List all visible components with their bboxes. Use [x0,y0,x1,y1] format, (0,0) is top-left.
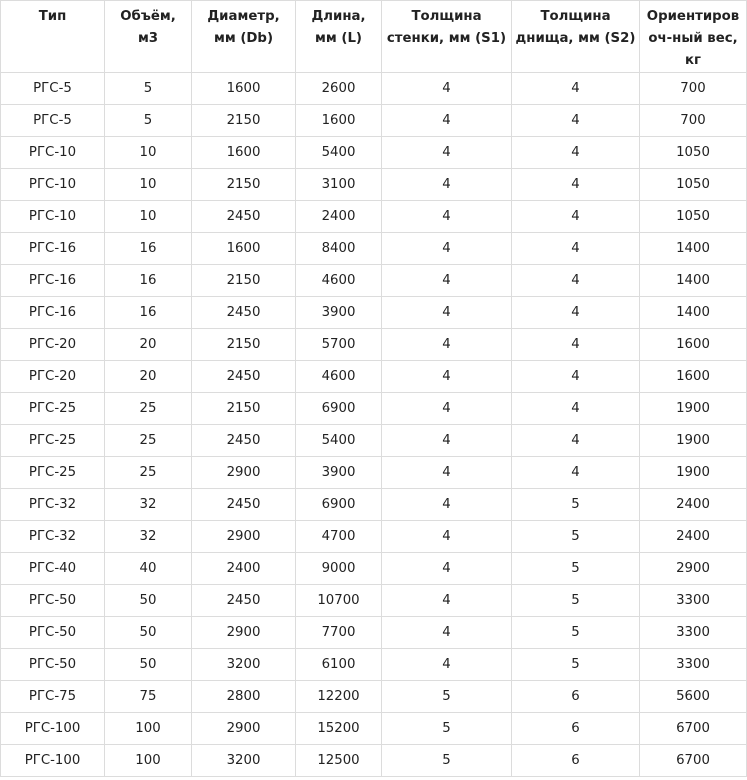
cell-length: 5700 [296,329,382,361]
cell-wall-thickness: 4 [382,617,512,649]
cell-wall-thickness: 5 [382,681,512,713]
cell-diameter: 2900 [192,713,296,745]
cell-diameter: 1600 [192,73,296,105]
cell-weight: 1900 [640,393,747,425]
header-diameter [192,1,296,73]
header-weight-label: Ориентиров оч-ный вес, кг [646,9,740,68]
cell-type: РГС-5 [1,105,105,137]
header-wall-thickness-label: Толщина стенки, мм (S1) [386,9,507,46]
cell-length: 2600 [296,73,382,105]
header-type [1,1,105,73]
cell-bottom-thickness: 4 [512,329,640,361]
table-row [1,521,747,553]
cell-wall-thickness: 4 [382,169,512,201]
cell-bottom-thickness: 5 [512,521,640,553]
cell-weight: 700 [640,73,747,105]
cell-diameter: 2900 [192,457,296,489]
cell-bottom-thickness: 4 [512,137,640,169]
cell-length: 5400 [296,137,382,169]
table-row [1,137,747,169]
cell-weight: 1600 [640,329,747,361]
cell-diameter: 3200 [192,745,296,777]
cell-bottom-thickness: 4 [512,361,640,393]
table-row [1,73,747,105]
cell-type: РГС-100 [1,713,105,745]
cell-bottom-thickness: 6 [512,681,640,713]
table-row [1,329,747,361]
cell-volume: 50 [105,649,192,681]
cell-wall-thickness: 4 [382,425,512,457]
cell-volume: 25 [105,393,192,425]
cell-bottom-thickness: 5 [512,649,640,681]
header-volume [105,1,192,73]
cell-type: РГС-10 [1,201,105,233]
cell-length: 3900 [296,297,382,329]
cell-wall-thickness: 4 [382,585,512,617]
cell-bottom-thickness: 4 [512,201,640,233]
cell-diameter: 2800 [192,681,296,713]
cell-type: РГС-20 [1,329,105,361]
table-row [1,489,747,521]
cell-type: РГС-10 [1,137,105,169]
cell-bottom-thickness: 4 [512,297,640,329]
cell-bottom-thickness: 4 [512,457,640,489]
cell-weight: 1400 [640,233,747,265]
cell-type: РГС-25 [1,393,105,425]
cell-weight: 6700 [640,713,747,745]
cell-length: 8400 [296,233,382,265]
cell-diameter: 2450 [192,585,296,617]
table-body [1,73,747,777]
table-row [1,233,747,265]
cell-volume: 25 [105,425,192,457]
cell-bottom-thickness: 4 [512,169,640,201]
cell-diameter: 2400 [192,553,296,585]
cell-diameter: 2450 [192,489,296,521]
cell-volume: 100 [105,713,192,745]
cell-length: 12200 [296,681,382,713]
cell-bottom-thickness: 5 [512,617,640,649]
cell-diameter: 2150 [192,169,296,201]
cell-volume: 32 [105,521,192,553]
table-row [1,393,747,425]
table-row [1,681,747,713]
cell-type: РГС-50 [1,617,105,649]
cell-diameter: 2150 [192,265,296,297]
table-row [1,265,747,297]
cell-diameter: 3200 [192,649,296,681]
cell-wall-thickness: 4 [382,361,512,393]
cell-diameter: 2150 [192,329,296,361]
cell-wall-thickness: 4 [382,233,512,265]
header-bottom-thickness-label: Толщина днища, мм (S2) [515,9,636,46]
cell-diameter: 2450 [192,201,296,233]
cell-type: РГС-16 [1,265,105,297]
cell-volume: 10 [105,137,192,169]
cell-weight: 1050 [640,137,747,169]
header-bottom-thickness [512,1,640,73]
cell-type: РГС-32 [1,489,105,521]
cell-wall-thickness: 4 [382,393,512,425]
cell-length: 5400 [296,425,382,457]
cell-weight: 1400 [640,265,747,297]
cell-bottom-thickness: 4 [512,105,640,137]
cell-diameter: 2150 [192,393,296,425]
cell-wall-thickness: 4 [382,521,512,553]
cell-volume: 16 [105,233,192,265]
cell-wall-thickness: 4 [382,105,512,137]
cell-bottom-thickness: 4 [512,393,640,425]
cell-type: РГС-16 [1,297,105,329]
header-weight [640,1,747,73]
cell-weight: 700 [640,105,747,137]
cell-bottom-thickness: 6 [512,713,640,745]
cell-type: РГС-25 [1,425,105,457]
cell-weight: 2400 [640,489,747,521]
cell-volume: 20 [105,361,192,393]
cell-wall-thickness: 4 [382,457,512,489]
cell-diameter: 1600 [192,233,296,265]
cell-length: 7700 [296,617,382,649]
cell-weight: 1050 [640,169,747,201]
cell-length: 15200 [296,713,382,745]
cell-wall-thickness: 4 [382,489,512,521]
cell-diameter: 1600 [192,137,296,169]
cell-length: 3900 [296,457,382,489]
cell-type: РГС-75 [1,681,105,713]
table-row [1,553,747,585]
table-row [1,585,747,617]
cell-volume: 40 [105,553,192,585]
cell-bottom-thickness: 5 [512,585,640,617]
cell-volume: 16 [105,265,192,297]
cell-type: РГС-5 [1,73,105,105]
header-row [1,1,747,73]
cell-volume: 100 [105,745,192,777]
header-volume-label: Объём, м3 [120,9,176,46]
cell-volume: 10 [105,169,192,201]
cell-weight: 3300 [640,649,747,681]
cell-volume: 10 [105,201,192,233]
cell-type: РГС-100 [1,745,105,777]
cell-volume: 5 [105,73,192,105]
cell-bottom-thickness: 5 [512,489,640,521]
header-wall-thickness [382,1,512,73]
cell-bottom-thickness: 4 [512,73,640,105]
cell-type: РГС-25 [1,457,105,489]
cell-diameter: 2150 [192,105,296,137]
cell-weight: 2400 [640,521,747,553]
cell-length: 2400 [296,201,382,233]
cell-wall-thickness: 4 [382,297,512,329]
table-row [1,745,747,777]
cell-length: 6900 [296,393,382,425]
header-type-label: Тип [38,9,67,24]
cell-wall-thickness: 4 [382,137,512,169]
cell-length: 4600 [296,265,382,297]
cell-weight: 2900 [640,553,747,585]
table-row [1,425,747,457]
cell-weight: 1600 [640,361,747,393]
cell-volume: 32 [105,489,192,521]
cell-weight: 1050 [640,201,747,233]
cell-weight: 5600 [640,681,747,713]
cell-weight: 3300 [640,585,747,617]
table-row [1,169,747,201]
cell-diameter: 2450 [192,297,296,329]
cell-weight: 1400 [640,297,747,329]
table-header [1,1,747,73]
cell-wall-thickness: 4 [382,649,512,681]
cell-weight: 3300 [640,617,747,649]
cell-volume: 25 [105,457,192,489]
cell-volume: 16 [105,297,192,329]
cell-length: 4700 [296,521,382,553]
cell-length: 4600 [296,361,382,393]
cell-length: 12500 [296,745,382,777]
cell-volume: 5 [105,105,192,137]
cell-weight: 1900 [640,425,747,457]
cell-length: 3100 [296,169,382,201]
cell-type: РГС-50 [1,649,105,681]
cell-volume: 20 [105,329,192,361]
header-length [296,1,382,73]
cell-diameter: 2450 [192,425,296,457]
cell-wall-thickness: 4 [382,201,512,233]
table-row [1,201,747,233]
cell-bottom-thickness: 4 [512,425,640,457]
cell-wall-thickness: 5 [382,713,512,745]
table-row [1,649,747,681]
cell-volume: 75 [105,681,192,713]
cell-type: РГС-16 [1,233,105,265]
table-row [1,713,747,745]
cell-type: РГС-20 [1,361,105,393]
cell-volume: 50 [105,585,192,617]
table-row [1,617,747,649]
table-row [1,457,747,489]
cell-wall-thickness: 4 [382,265,512,297]
table-row [1,105,747,137]
cell-diameter: 2900 [192,521,296,553]
cell-volume: 50 [105,617,192,649]
cell-wall-thickness: 4 [382,329,512,361]
cell-bottom-thickness: 4 [512,233,640,265]
cell-bottom-thickness: 4 [512,265,640,297]
cell-length: 6900 [296,489,382,521]
cell-bottom-thickness: 6 [512,745,640,777]
cell-type: РГС-10 [1,169,105,201]
cell-weight: 6700 [640,745,747,777]
cell-length: 10700 [296,585,382,617]
header-diameter-label: Диаметр, мм (Db) [207,9,280,46]
cell-diameter: 2450 [192,361,296,393]
cell-type: РГС-50 [1,585,105,617]
cell-bottom-thickness: 5 [512,553,640,585]
cell-wall-thickness: 4 [382,553,512,585]
cell-wall-thickness: 4 [382,73,512,105]
cell-length: 6100 [296,649,382,681]
cell-weight: 1900 [640,457,747,489]
header-length-label: Длина, мм (L) [311,9,366,46]
table-row [1,297,747,329]
cell-length: 9000 [296,553,382,585]
cell-length: 1600 [296,105,382,137]
cell-type: РГС-32 [1,521,105,553]
cell-diameter: 2900 [192,617,296,649]
table-row [1,361,747,393]
cell-wall-thickness: 5 [382,745,512,777]
cell-type: РГС-40 [1,553,105,585]
